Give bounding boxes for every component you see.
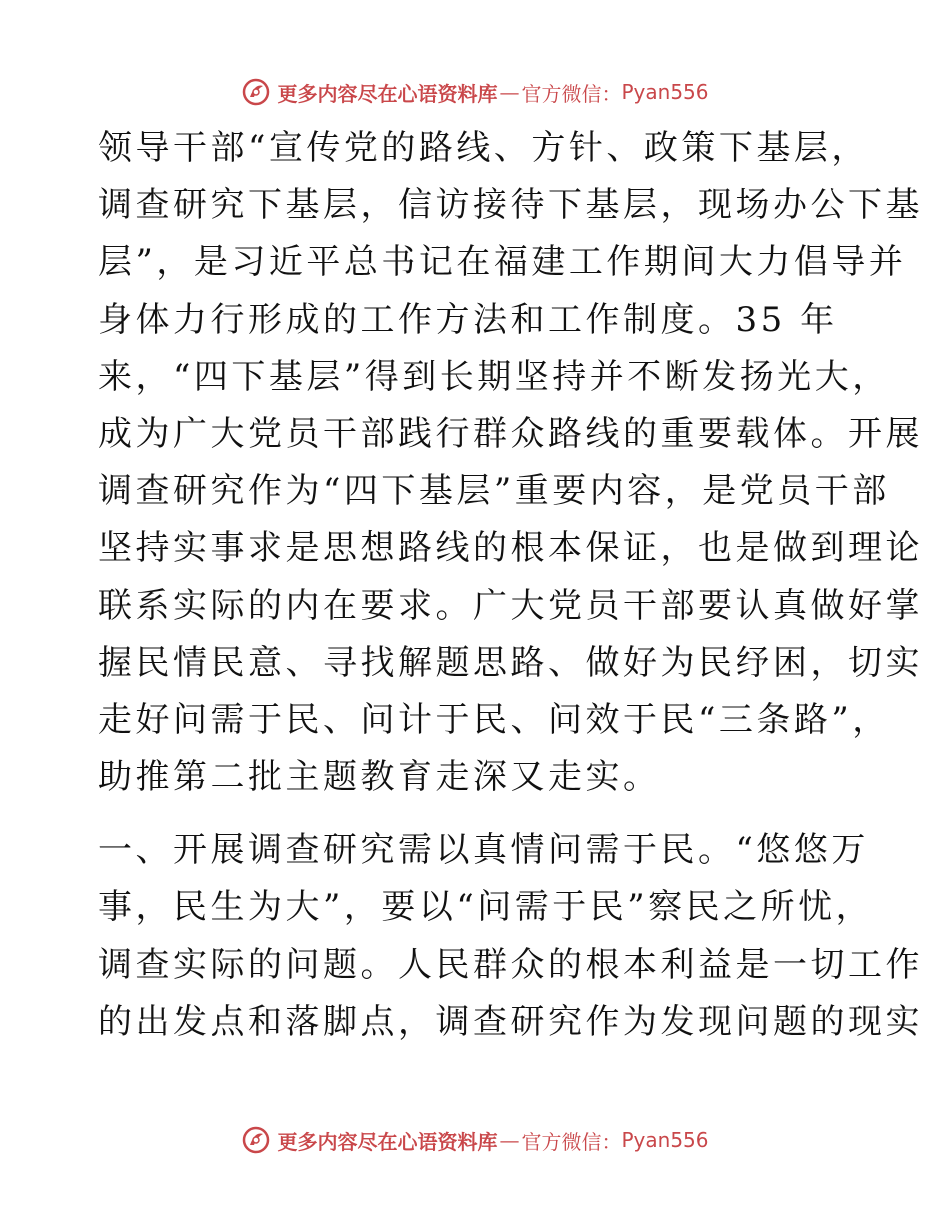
text-line: 领导干部“宣传党的路线、方针、政策下基层， xyxy=(98,128,869,168)
paragraph-gap xyxy=(98,806,858,822)
text-line: 事，民生为大”，要以“问需于民”察民之所忧， xyxy=(98,887,874,928)
text-line: 调查实际的问题。人民群众的根本利益是一切工作 xyxy=(98,944,923,985)
text-line: 联系实际的内在要求。广大党员干部要认真做好掌 xyxy=(98,585,923,626)
paragraph-1 xyxy=(98,120,923,806)
footer-wechat-id: Pyan556 xyxy=(621,1128,709,1152)
header-wechat-id: Pyan556 xyxy=(621,80,709,104)
footer-wechat-label: 官方微信： xyxy=(521,1129,622,1154)
text-line: 的出发点和落脚点，调查研究作为发现问题的现实 xyxy=(98,1001,923,1042)
text-line: 身体力行形成的工作方法和工作制度。35 年 xyxy=(98,299,838,340)
text-line: 调查研究作为“四下基层”重要内容，是党员干部 xyxy=(98,471,890,512)
paragraph-2 xyxy=(98,822,923,1051)
header-wechat-label: 官方微信： xyxy=(521,81,622,106)
text-line: 助推第二批主题教育走深又走实。 xyxy=(98,757,661,798)
brand-logo-icon xyxy=(241,1125,271,1155)
text-line: 握民情民意、寻找解题思路、做好为民纾困，切实 xyxy=(98,642,923,683)
header-watermark xyxy=(0,72,950,112)
text-line: 成为广大党员干部践行群众路线的重要载体。开展 xyxy=(98,413,923,454)
brand-logo-icon xyxy=(241,77,271,107)
text-line: 来，“四下基层”得到长期坚持并不断发扬光大， xyxy=(98,356,890,397)
footer-dash: — xyxy=(499,1128,520,1152)
text-line: 层”，是习近平总书记在福建工作期间大力倡导并 xyxy=(98,242,907,283)
text-line: 走好问需于民、问计于民、问效于民“三条路”， xyxy=(98,699,890,740)
text-line: 坚持实事求是思想路线的根本保证，也是做到理论 xyxy=(98,528,923,569)
text-line: 一、开展调查研究需以真情问需于民。“悠悠万 xyxy=(98,830,869,871)
document-body xyxy=(98,120,923,1051)
header-brand-text: 更多内容尽在心语资料库 xyxy=(277,81,498,106)
footer-brand-text: 更多内容尽在心语资料库 xyxy=(277,1129,498,1154)
footer-watermark xyxy=(0,1120,950,1160)
text-line: 调查研究下基层，信访接待下基层，现场办公下基 xyxy=(98,185,923,226)
header-dash: — xyxy=(499,80,520,104)
